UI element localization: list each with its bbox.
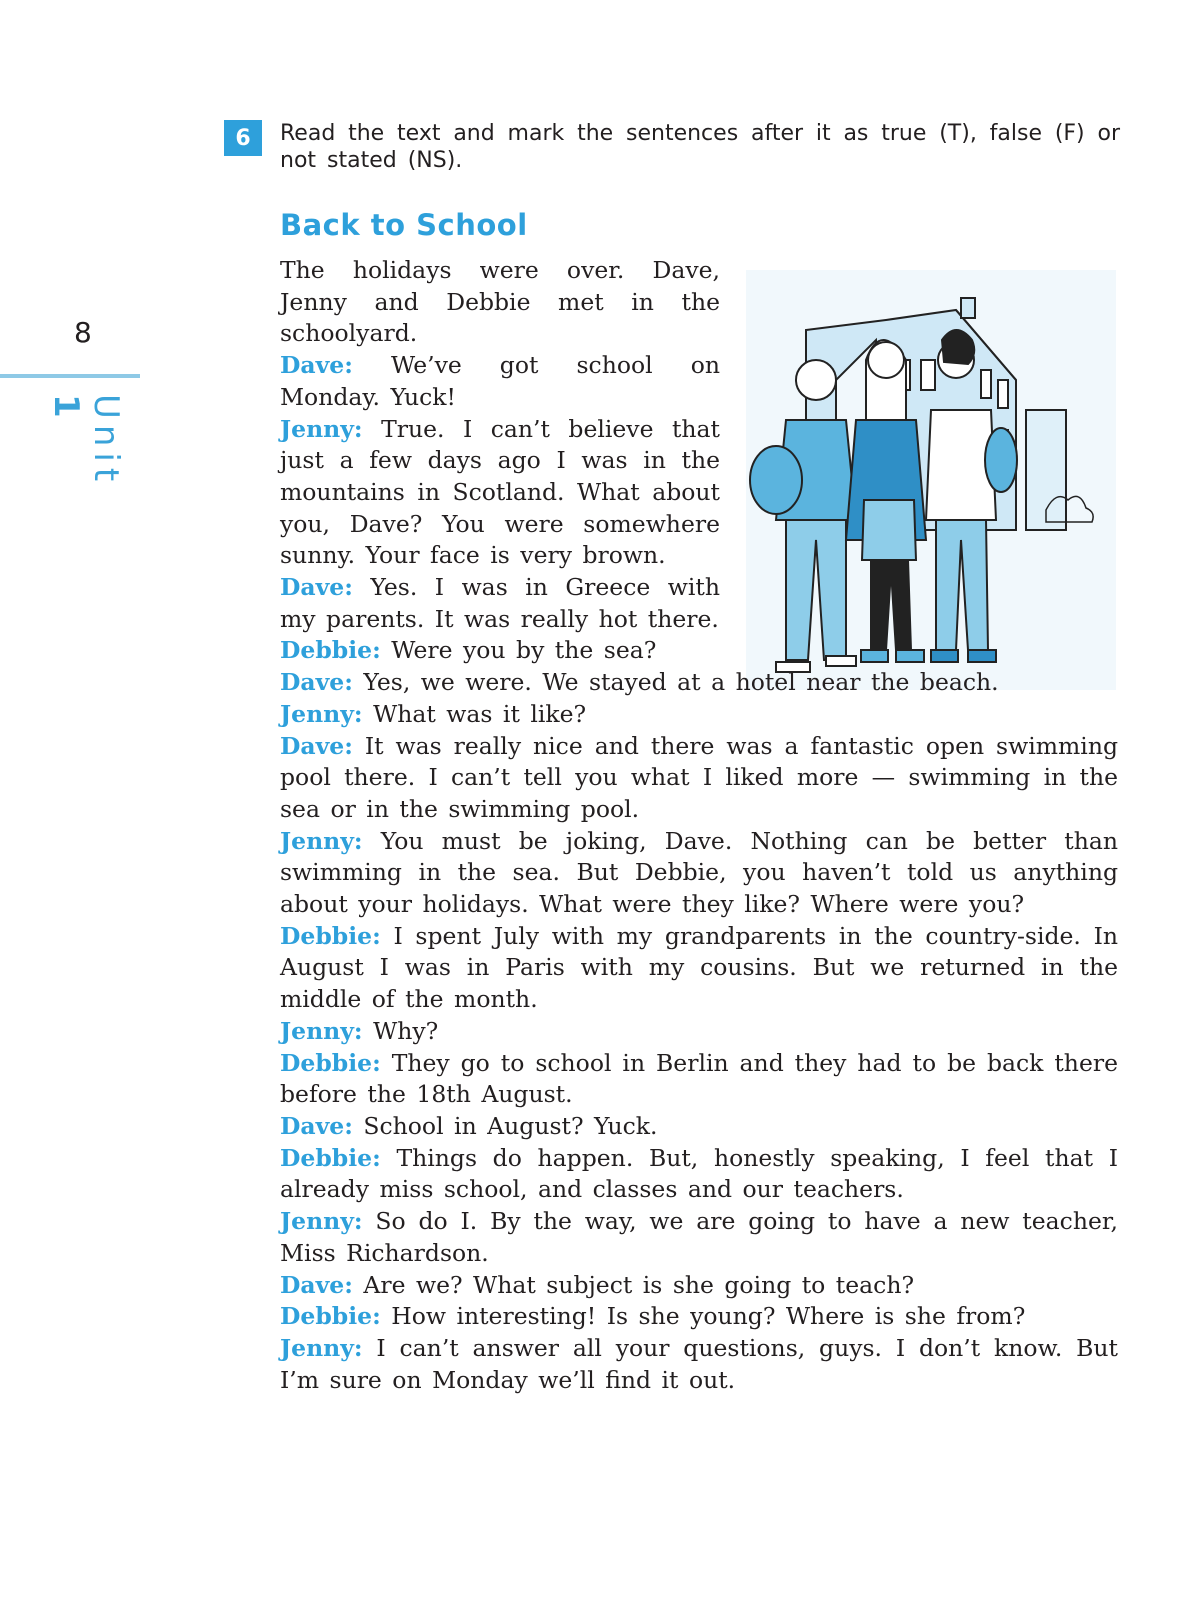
line-text: True. I can’t believe that just a few days ago I was in the mountains in Scotland. What about you, Dave? You were somewhere sunny. Your face is very brown. bbox=[280, 414, 720, 570]
unit-word: Unit bbox=[86, 394, 126, 488]
dialogue-line bbox=[280, 1016, 1118, 1048]
line-text: I can’t answer all your questions, guys. I don’t know. But I’m sure on Monday we’ll find it out. bbox=[280, 1333, 1118, 1394]
dialogue-text bbox=[280, 255, 1118, 1396]
dialogue-line bbox=[280, 1333, 1118, 1396]
line-text: How interesting! Is she young? Where is she from? bbox=[391, 1302, 1026, 1331]
dialogue-line bbox=[280, 572, 720, 635]
speaker-label: Jenny: bbox=[280, 414, 363, 443]
task-instruction: Read the text and mark the sentences after it as true (T), false (F) or not stated (NS). bbox=[280, 121, 1120, 173]
speaker-label: Jenny: bbox=[280, 699, 363, 728]
dialogue-line bbox=[280, 635, 1118, 667]
unit-label bbox=[46, 394, 126, 544]
speaker-label: Debbie: bbox=[280, 636, 381, 665]
line-text: School in August? Yuck. bbox=[363, 1111, 658, 1140]
line-text: What was it like? bbox=[373, 699, 587, 728]
speaker-label: Debbie: bbox=[280, 1048, 381, 1077]
line-text: It was really nice and there was a fantastic open swimming pool there. I can’t tell you what I liked more — swimming in the sea or in the swimming pool. bbox=[280, 731, 1118, 823]
speaker-label: Dave: bbox=[280, 1111, 353, 1140]
speaker-label: Jenny: bbox=[280, 1016, 363, 1045]
dialogue-line bbox=[280, 667, 1118, 699]
speaker-label: Dave: bbox=[280, 351, 353, 380]
intro-paragraph: The holidays were over. Dave, Jenny and Debbie met in the schoolyard. bbox=[280, 256, 720, 348]
speaker-label: Dave: bbox=[280, 1270, 353, 1299]
unit-number: 1 bbox=[46, 394, 86, 424]
dialogue-line bbox=[280, 350, 720, 413]
dialogue-line bbox=[280, 1301, 1118, 1333]
line-text: So do I. By the way, we are going to have a new teacher, Miss Richardson. bbox=[280, 1207, 1118, 1267]
line-text: Yes. I was in Greece with my parents. It was really hot there. bbox=[280, 573, 720, 633]
speaker-label: Dave: bbox=[280, 573, 353, 602]
dialogue-line bbox=[280, 826, 1118, 921]
line-text: Why? bbox=[373, 1016, 439, 1045]
dialogue-line bbox=[280, 1143, 1118, 1206]
dialogue-line bbox=[280, 1206, 1118, 1269]
dialogue-line bbox=[280, 1048, 1118, 1111]
dialogue-line bbox=[280, 1111, 1118, 1143]
line-text: Yes, we were. We stayed at a hotel near the beach. bbox=[363, 668, 999, 697]
line-text: Were you by the sea? bbox=[391, 636, 657, 665]
text-title: Back to School bbox=[280, 208, 528, 242]
dialogue-line bbox=[280, 699, 1118, 731]
line-text: You must be joking, Dave. Nothing can be better than swimming in the sea. But Debbie, you haven’t told us anything about your holidays. What were they like? Where were you? bbox=[280, 826, 1118, 919]
line-text: We’ve got school on Monday. Yuck! bbox=[280, 351, 720, 411]
task-number-badge: 6 bbox=[224, 120, 262, 156]
line-text: Things do happen. But, honestly speaking, I feel that I already miss school, and classes and our teachers. bbox=[280, 1143, 1118, 1204]
speaker-label: Jenny: bbox=[280, 826, 363, 855]
speaker-label: Dave: bbox=[280, 668, 353, 697]
speaker-label: Debbie: bbox=[280, 921, 381, 950]
dialogue-line bbox=[280, 414, 720, 573]
line-text: I spent July with my grandparents in the country-side. In August I was in Paris with my cousins. But we returned in the middle of the month. bbox=[280, 921, 1118, 1014]
dialogue-line bbox=[280, 921, 1118, 1016]
line-text: They go to school in Berlin and they had to be back there before the 18th August. bbox=[280, 1048, 1118, 1109]
dialogue-line bbox=[280, 1270, 1118, 1302]
speaker-label: Dave: bbox=[280, 731, 353, 760]
speaker-label: Debbie: bbox=[280, 1143, 381, 1172]
speaker-label: Jenny: bbox=[280, 1333, 363, 1362]
speaker-label: Debbie: bbox=[280, 1302, 381, 1331]
dialogue-line bbox=[280, 731, 1118, 826]
speaker-label: Jenny: bbox=[280, 1207, 363, 1236]
line-text: Are we? What subject is she going to teach? bbox=[363, 1270, 915, 1299]
page-number: 8 bbox=[74, 316, 92, 349]
margin-rule bbox=[0, 374, 140, 378]
